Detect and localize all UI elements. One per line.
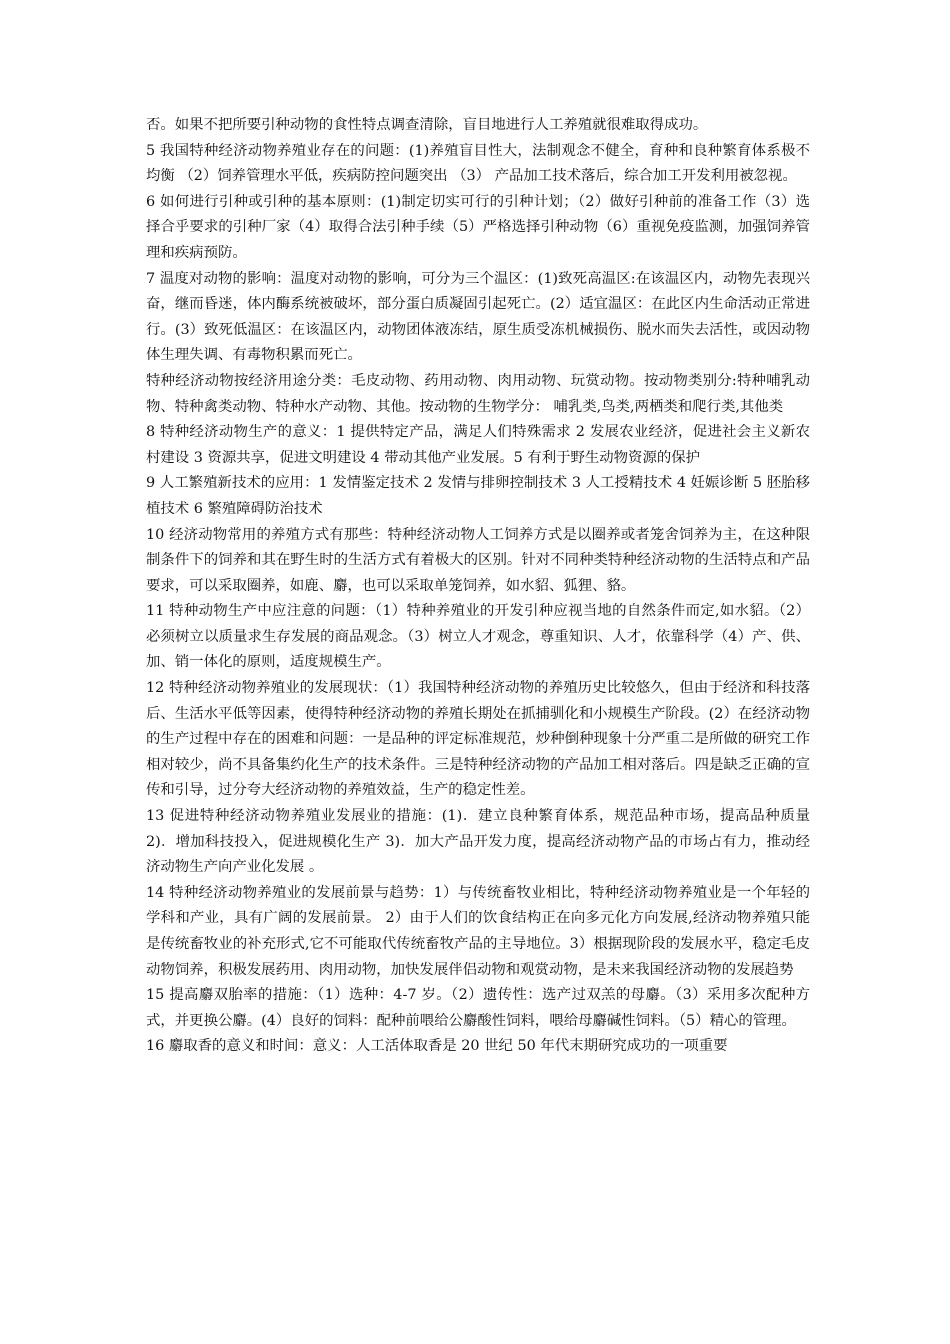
paragraph-13-development-measures: 13 促进特种经济动物养殖业发展业的措施：(1)．建立良种繁育体系，规范品种市场，提高品种质量 2)．增加科技投入，促进规模化生产 3)．加大产品开发力度，提高经济动物产品的市场占有力，推动经济动物生产向产业化发展 。 <box>146 808 810 876</box>
document-page <box>146 113 810 1060</box>
paragraph-continuation: 否。如果不把所要引种动物的食性特点调查清除，盲目地进行人工养殖就很难取得成功。 <box>146 117 708 133</box>
paragraph-6-introduction-principles: 6 如何进行引种或引种的基本原则：(1)制定切实可行的引种计划；（2）做好引种前的准备工作（3）选择合乎要求的引种厂家（4）取得合法引种手续（5）严格选择引种动物（6）重视免疫监测，加强饲养管理和疾病预防。 <box>146 193 810 261</box>
paragraph-14-prospects-trends: 14 特种经济动物养殖业的发展前景与趋势：1）与传统畜牧业相比，特种经济动物养殖业是一个年轻的学科和产业，具有广阔的发展前景。 2）由于人们的饮食结构正在向多元化方向发展,经济动物养殖只能是传统畜牧业的补充形式,它不可能取代传统畜牧产品的主导地位。3）根据现阶段的发展水平，稳定毛皮动物饲养，积极发展药用、肉用动物，加快发展伴侣动物和观赏动物，是未来我国经济动物的发展趋势 <box>146 884 810 978</box>
paragraph-5-industry-problems: 5 我国特种经济动物养殖业存在的问题：(1)养殖盲目性大，法制观念不健全，育种和良种繁育体系极不均衡 （2）饲养管理水平低，疾病防控问题突出 （3） 产品加工技术落后，综合加工开发利用被忽视。 <box>146 142 810 185</box>
paragraph-8-production-significance: 8 特种经济动物生产的意义：1 提供特定产品，满足人们特殊需求 2 发展农业经济，促进社会主义新农村建设 3 资源共享，促进文明建设 4 带动其他产业发展。5 有利于野生动物资源的保护 <box>146 424 810 466</box>
paragraph-10-farming-methods: 10 经济动物常用的养殖方式有那些：特种经济动物人工饲养方式是以圈养或者笼舍饲养为主，在这种限制条件下的饲养和其在野生时的生活方式有着极大的区别。针对不同种类特种经济动物的生活特点和产品要求，可以采取圈养，如鹿、麝，也可以采取单笼饲养，如水貂、狐狸、貉。 <box>146 526 810 594</box>
paragraph-11-production-issues: 11 特种动物生产中应注意的问题：（1）特种养殖业的开发引种应视当地的自然条件而定,如水貂。（2）必须树立以质量求生存发展的商品观念。（3）树立人才观念，尊重知识、人才，依靠科学（4）产、供、加、销一体化的原则，适度规模生产。 <box>146 603 810 671</box>
paragraph-15-twin-rate-measures: 15 提高麝双胎率的措施：（1）选种：4-7 岁。（2）遗传性：选产过双羔的母麝。（3）采用多次配种方式，并更换公麝。(4）良好的饲料：配种前喂给公麝酸性饲料，喂给母麝碱性饲料。（5）精心的管理。 <box>146 987 810 1029</box>
paragraph-classification: 特种经济动物按经济用途分类：毛皮动物、药用动物、肉用动物、玩赏动物。按动物类别分:特种哺乳动物、特种禽类动物、特种水产动物、其他。按动物的生物学分： 哺乳类,鸟类,两栖类和爬行类,其他类 <box>146 372 810 415</box>
paragraph-7-temperature-effects: 7 温度对动物的影响：温度对动物的影响，可分为三个温区：(1)致死高温区:在该温区内，动物先表现兴奋，继而昏迷，体内酶系统被破坏，部分蛋白质凝固引起死亡。(2）适宜温区：在此区内生命活动正常进行。(3）致死低温区：在该温区内，动物团体液冻结，原生质受冻机械损伤、脱水而失去活性，或因动物体生理失调、有毒物积累而死亡。 <box>146 270 810 364</box>
paragraph-9-breeding-technology: 9 人工繁殖新技术的应用：1 发情鉴定技术 2 发情与排卵控制技术 3 人工授精技术 4 妊娠诊断 5 胚胎移植技术 6 繁殖障碍防治技术 <box>146 475 810 517</box>
paragraph-12-development-status: 12 特种经济动物养殖业的发展现状：（1）我国特种经济动物的养殖历史比较悠久，但由于经济和科技落后、生活水平低等因素，使得特种经济动物的养殖长期处在抓捕驯化和小规模生产阶段。(2）在经济动物的生产过程中存在的困难和问题：一是品种的评定标准规范，炒种倒种现象十分严重二是所做的研究工作相对较少，尚不具备集约化生产的技术条件。三是特种经济动物的产品加工相对落后。四是缺乏正确的宣传和引导，过分夸大经济动物的养殖效益，生产的稳定性差。 <box>146 680 810 799</box>
paragraph-16-musk-extraction: 16 麝取香的意义和时间：意义：人工活体取香是 20 世纪 50 年代末期研究成功的一项重要 <box>146 1038 728 1055</box>
